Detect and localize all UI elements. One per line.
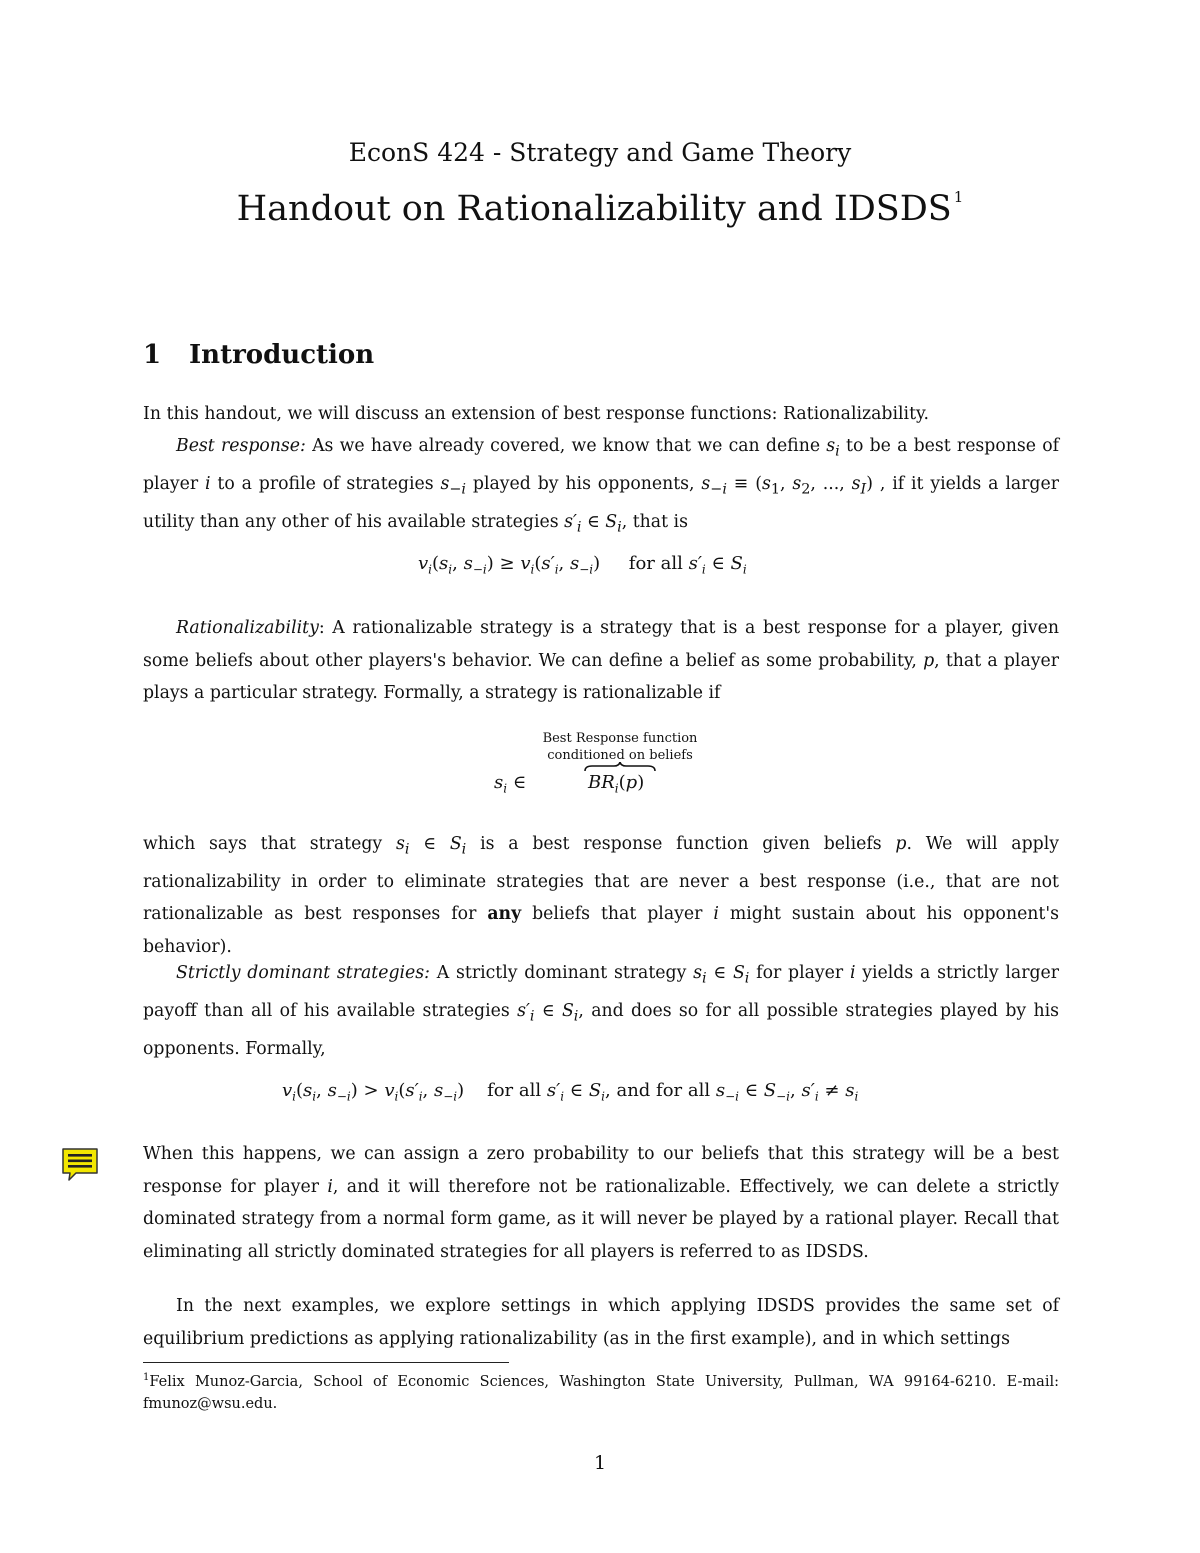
equation-br: $BR_i(p)$	[588, 772, 645, 796]
overbrace	[584, 762, 656, 772]
course-title: EconS 424 - Strategy and Game Theory	[348, 138, 852, 167]
paragraph-best-response: Best response: As we have already covered, we know that we can define $s_i$ to be a best response of player i to a profile of strategies $s_{-i}$ played by his opponents, $s_{-i} \equiv (s_1$, $s_2$, ..., $s_I$) , if it yields a larger utility than any other of his available strategies $s'_i$ ∈ $S_i$, that is	[143, 436, 1059, 536]
footnote-mark: 1	[143, 1372, 150, 1383]
equation-strict-dominance: $v_i(s_i$, $s_{-i}) > v_i(s'_i$, $s_{-i}$) for all $s'_i$ ∈ $S_i$, and for all $s_{-i}$ ∈ $S_{-i}$, $s'_i \ne s_i$	[282, 1080, 859, 1104]
page-number: 1	[593, 1452, 607, 1474]
brace-label: Best Response function conditioned on beliefs	[542, 731, 698, 763]
equation-rationalizable: $s_i$ ∈	[494, 772, 527, 796]
paragraph-rationalizability-explained: which says that strategy $s_i$ ∈ $S_i$ is a best response function given beliefs p. We will apply rationalizability in order to eliminate strategies that are never a best response (i.e., that are not rationalizable as best responses for any beliefs that player i might sustain about his opponent's behavior).	[143, 834, 1060, 957]
comment-note-icon[interactable]	[60, 1146, 100, 1184]
paragraph-rationalizability: Rationalizability: A rationalizable strategy is a strategy that is a best response for a player, given some beliefs about other players's behavior. We can define a belief as some probability, p, that a player plays a particular strategy. Formally, a strategy is rationalizable if	[143, 618, 1060, 703]
section-heading	[143, 340, 374, 370]
title-text: Handout on Rationalizability and IDSDS	[236, 189, 952, 229]
title-footnote-mark: 1	[953, 188, 964, 206]
paragraph-strictly-dominant: Strictly dominant strategies: A strictly dominant strategy $s_i$ ∈ $S_i$ for player i yields a strictly larger payoff than all of his available strategies $s'_i$ ∈ $S_i$, and does so for all possible strategies played by his opponents. Formally,	[143, 963, 1059, 1059]
emphasis-any: any	[487, 904, 522, 925]
term-strictly-dominant: Strictly dominant strategies:	[176, 963, 430, 983]
term-best-response: Best response:	[176, 436, 306, 456]
footnote-rule	[143, 1362, 509, 1363]
paragraph-next-examples: In the next examples, we explore settings in which applying IDSDS provides the same set of equilibrium predictions as applying rationalizability (as in the first example), and in which settings	[143, 1296, 1059, 1349]
paragraph-intro: In this handout, we will discuss an extension of best response functions: Rationalizability.	[143, 404, 929, 424]
footnote-text: Felix Munoz-Garcia, School of Economic Sciences, Washington State University, Pullman, WA 99164-6210. E-mail: fmunoz@wsu.edu.	[143, 1373, 1059, 1412]
section-title: Introduction	[189, 340, 375, 370]
footnote	[143, 1367, 1059, 1415]
term-rationalizability: Rationalizability	[176, 618, 319, 638]
equation-best-response: $v_i(s_i$, $s_{-i}) \ge v_i(s'_i$, $s_{-i}$) for all $s'_i$ ∈ $S_i$	[418, 553, 747, 577]
document-title	[0, 188, 1200, 229]
paragraph-idsds: When this happens, we can assign a zero probability to our beliefs that this strategy will be a best response for player i, and it will therefore not be rationalizable. Effectively, we can delete a strictly dominated strategy from a normal form game, as it will never be played by a rational player. Recall that eliminating all strictly dominated strategies for all players is referred to as IDSDS.	[143, 1144, 1059, 1262]
section-number: 1	[143, 340, 162, 370]
